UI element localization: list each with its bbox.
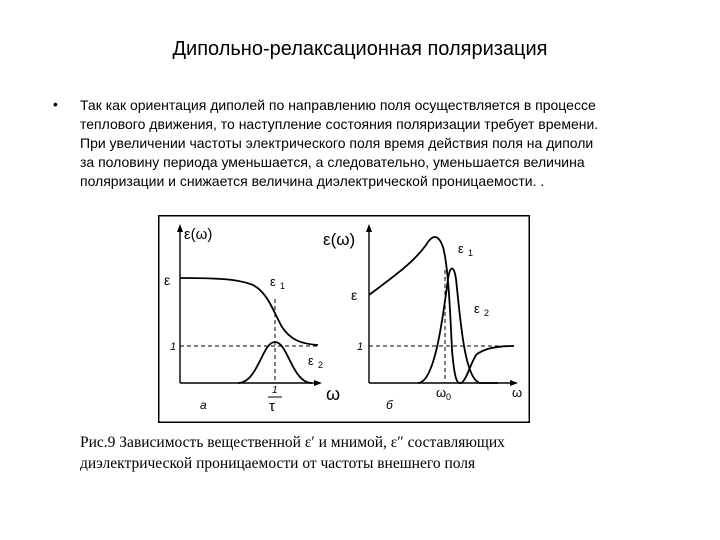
panel-a-y-label: ε(ω)	[184, 226, 213, 243]
panel-a-x-label: ω	[326, 384, 341, 404]
panel-b-omega0-label: ω	[436, 385, 447, 400]
caption-line: Рис.9 Зависимость вещественной ε′ и мнимой, ε″ составляющих	[80, 434, 505, 451]
panel-b-eps2-label: ε	[474, 301, 480, 316]
dispersion-figure	[158, 215, 530, 423]
panel-b-y-label: ε(ω)	[323, 230, 356, 249]
paragraph-line: за половину периода уменьшается, а следовательно, уменьшается величина	[80, 154, 585, 170]
paragraph-line: теплового движения, то наступление состояния поляризации требует времени.	[80, 116, 599, 132]
panel-b-eps2-sub: 2	[484, 308, 490, 318]
panel-a-letter: а	[200, 398, 207, 412]
panel-a-tick-one: 1	[272, 385, 278, 396]
panel-a-one-level: 1	[170, 341, 177, 353]
caption-line: диэлектрической проницаемости от частоты внешнего поля	[80, 455, 476, 472]
slide-title: Дипольно-релаксационная поляризация	[172, 38, 548, 60]
panel-b-omega0-sub: 0	[446, 392, 452, 402]
panel-a-eps2-label: ε	[308, 353, 314, 368]
panel-a-eps1-label: ε	[270, 274, 276, 289]
paragraph-line: При увеличении частоты электрического поля время действия поля на диполи	[80, 135, 594, 151]
paragraph-line: Так как ориентация диполей по направлению поля осуществляется в процессе	[80, 97, 596, 113]
bullet-marker: •	[53, 96, 58, 112]
panel-a-eps-level: ε	[164, 272, 171, 288]
figure-caption	[80, 432, 680, 474]
panel-b-eps-level: ε	[351, 287, 358, 303]
panel-b-letter: б	[386, 398, 393, 412]
panel-b-x-label: ω	[512, 385, 523, 400]
panel-b-eps1-sub: 1	[468, 248, 474, 258]
panel-a-eps2-sub: 2	[318, 360, 324, 370]
body-paragraph	[80, 96, 685, 191]
panel-a-eps1-sub: 1	[280, 281, 286, 291]
panel-b-one-level: 1	[357, 341, 364, 353]
panel-a-tau-label: τ	[269, 398, 275, 415]
paragraph-line: поляризации и снижается величина диэлектрической проницаемости. .	[80, 173, 545, 189]
panel-b-eps1-label: ε	[458, 241, 464, 256]
